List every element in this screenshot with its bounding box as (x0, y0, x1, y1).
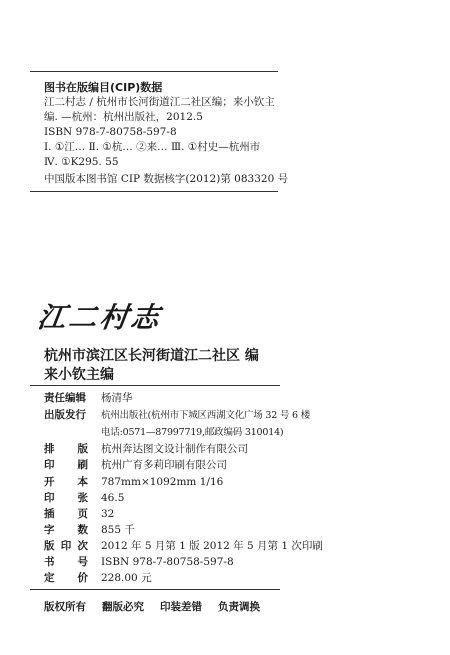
print-error-note: 印装差错 (160, 601, 202, 613)
detail-row (44, 408, 310, 423)
detail-value: 杭州广育多莉印刷有限公司 (101, 459, 227, 471)
piracy-warning: 翻版必究 (102, 601, 144, 613)
detail-label: 印刷 (44, 459, 88, 471)
detail-value: 32 (101, 508, 115, 520)
detail-label: 排版 (44, 443, 88, 455)
detail-label: 责任编辑 (44, 392, 86, 404)
detail-row (44, 458, 227, 472)
detail-label: 出版发行 (44, 409, 86, 421)
cip-record-number: 中国版本图书馆 CIP 数据核字(2012)第 083320 号 (44, 173, 289, 185)
copyright-notice (44, 599, 276, 614)
detail-value: 46.5 (101, 492, 125, 504)
detail-row (44, 491, 124, 505)
rights-reserved: 版权所有 (44, 601, 86, 613)
detail-value: 228.00 元 (101, 572, 152, 584)
cip-top-rule (30, 71, 278, 72)
detail-row (44, 571, 152, 585)
detail-label: 书号 (44, 556, 88, 568)
exchange-note: 负责调换 (218, 601, 260, 613)
cip-classification: Ⅰ. ①江… Ⅱ. ①杭… ②来… Ⅲ. ①村史—杭州市 (44, 141, 261, 153)
cip-bottom-rule (30, 191, 278, 192)
cip-class-number: Ⅳ. ①K295. 55 (44, 156, 119, 168)
detail-row (44, 523, 135, 537)
detail-value: 787mm×1092mm 1/16 (101, 476, 224, 488)
detail-row (44, 475, 223, 489)
detail-label: 版印次 (44, 540, 88, 552)
detail-value: 电话:0571—87997719,邮政编码 310014) (101, 427, 284, 438)
detail-label: 开本 (44, 476, 88, 488)
detail-label: 印张 (44, 492, 88, 504)
detail-label: 插页 (44, 508, 88, 520)
details-top-rule (30, 385, 280, 386)
detail-value: 杭州出版社(杭州市下城区西湖文化广场 32 号 6 楼 (101, 410, 311, 421)
detail-value: 杭州奔达图文设计制作有限公司 (101, 443, 248, 455)
detail-value: 杨清华 (101, 392, 133, 404)
detail-row (44, 425, 283, 440)
cip-heading: 图书在版编目(CIP)数据 (44, 81, 163, 94)
cip-line-2: 编. —杭州：杭州出版社，2012.5 (44, 111, 203, 123)
detail-value: ISBN 978-7-80758-597-8 (101, 556, 234, 568)
detail-row (44, 555, 234, 569)
detail-value: 855 千 (101, 524, 135, 536)
calligraphy-title: 江二村志 (35, 301, 165, 334)
detail-row (44, 539, 323, 553)
detail-row (44, 507, 114, 521)
detail-row (44, 442, 248, 456)
detail-label: 定价 (44, 572, 88, 584)
cip-line-1: 江二村志 / 杭州市长河街道江二社区编；来小钦主 (44, 96, 275, 108)
detail-row (44, 391, 133, 405)
chief-editor: 来小钦主编 (44, 367, 114, 383)
detail-label: 字数 (44, 524, 88, 536)
cip-isbn: ISBN 978-7-80758-597-8 (44, 126, 177, 138)
detail-value: 2012 年 5 月第 1 版 2012 年 5 月第 1 次印刷 (101, 540, 323, 552)
details-bottom-rule (30, 589, 280, 590)
editor-organization: 杭州市滨江区长河街道江二社区 编 (44, 348, 259, 364)
